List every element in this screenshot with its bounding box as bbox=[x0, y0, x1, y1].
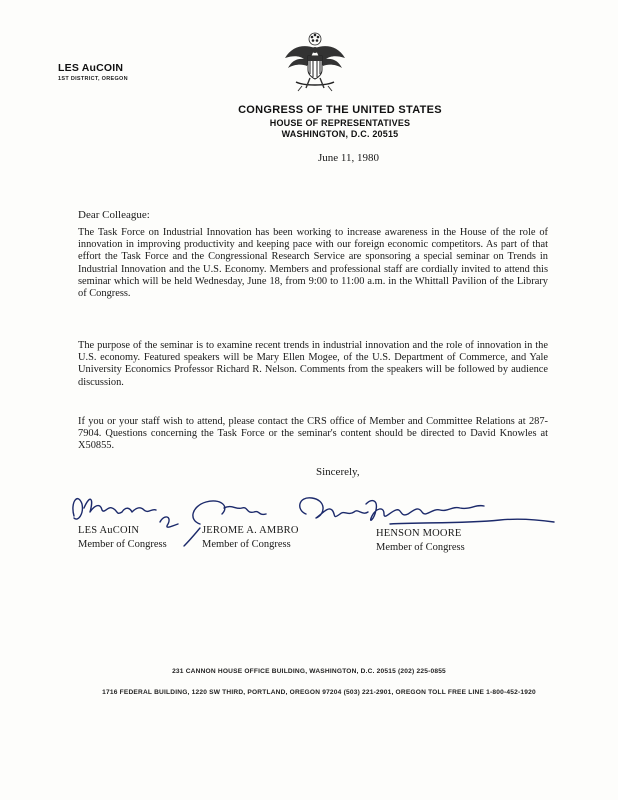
letterhead-address: WASHINGTON, D.C. 20515 bbox=[281, 129, 399, 139]
signer-name: JEROME A. AMBRO bbox=[202, 525, 299, 536]
sender-district: 1ST DISTRICT, OREGON bbox=[58, 76, 128, 82]
salutation: Dear Colleague: bbox=[78, 209, 150, 221]
sender-block bbox=[58, 62, 128, 82]
footer-oregon-address: 1716 FEDERAL BUILDING, 1220 SW THIRD, PORTLAND, OREGON 97204 (503) 221-2901, OREGON TOLL FREE LINE 1-800-452-1920 bbox=[102, 689, 536, 696]
letter-date: June 11, 1980 bbox=[318, 152, 380, 164]
body-paragraph-1: The Task Force on Industrial Innovation has been working to increase awareness in the House of the role of innovation in improving productivity and keeping pace with our foreign economic competitors. As part of that effort the Task Force and the Congressional Research Service are sponsoring a special seminar on Trends in Industrial Innovation and the U.S. Economy. Members and professional staff are cordially invited to attend this seminar which will be held Wednesday, June 18, from 9:00 to 11:00 a.m. in the Whittall Pavilion of the Library of Congress. bbox=[78, 227, 548, 300]
body-paragraph-3: If you or your staff wish to attend, please contact the CRS office of Member and Committee Relations at 287-7904. Questions concerning the Task Force or the seminar's content should be directed to David Knowles at X50855. bbox=[78, 416, 548, 452]
closing: Sincerely, bbox=[316, 466, 360, 478]
signer-name: HENSON MOORE bbox=[376, 528, 462, 539]
signer-title: Member of Congress bbox=[376, 542, 465, 553]
letterhead-congress: CONGRESS OF THE UNITED STATES bbox=[238, 104, 442, 116]
signer-block-1 bbox=[78, 524, 167, 552]
signer-name: LES AuCOIN bbox=[78, 525, 140, 536]
footer-dc-address: 231 CANNON HOUSE OFFICE BUILDING, WASHINGTON, D.C. 20515 (202) 225-0855 bbox=[172, 668, 446, 675]
letterhead bbox=[160, 104, 520, 139]
letterhead-house: HOUSE OF REPRESENTATIVES bbox=[269, 118, 411, 128]
signer-block-3 bbox=[376, 527, 465, 555]
sender-name: LES AuCOIN bbox=[58, 62, 124, 74]
signer-block-2 bbox=[202, 524, 299, 552]
signer-title: Member of Congress bbox=[202, 539, 291, 550]
body-paragraph-2: The purpose of the seminar is to examine recent trends in industrial innovation and the role of innovation in the U.S. economy. Featured speakers will be Mary Ellen Mogee, of the U.S. Department of Commerce, and Yale University Economics Professor Richard R. Nelson. Comments from the speakers will be followed by audience discussion. bbox=[78, 340, 548, 388]
signer-title: Member of Congress bbox=[78, 539, 167, 550]
eagle-seal-icon bbox=[282, 28, 348, 94]
